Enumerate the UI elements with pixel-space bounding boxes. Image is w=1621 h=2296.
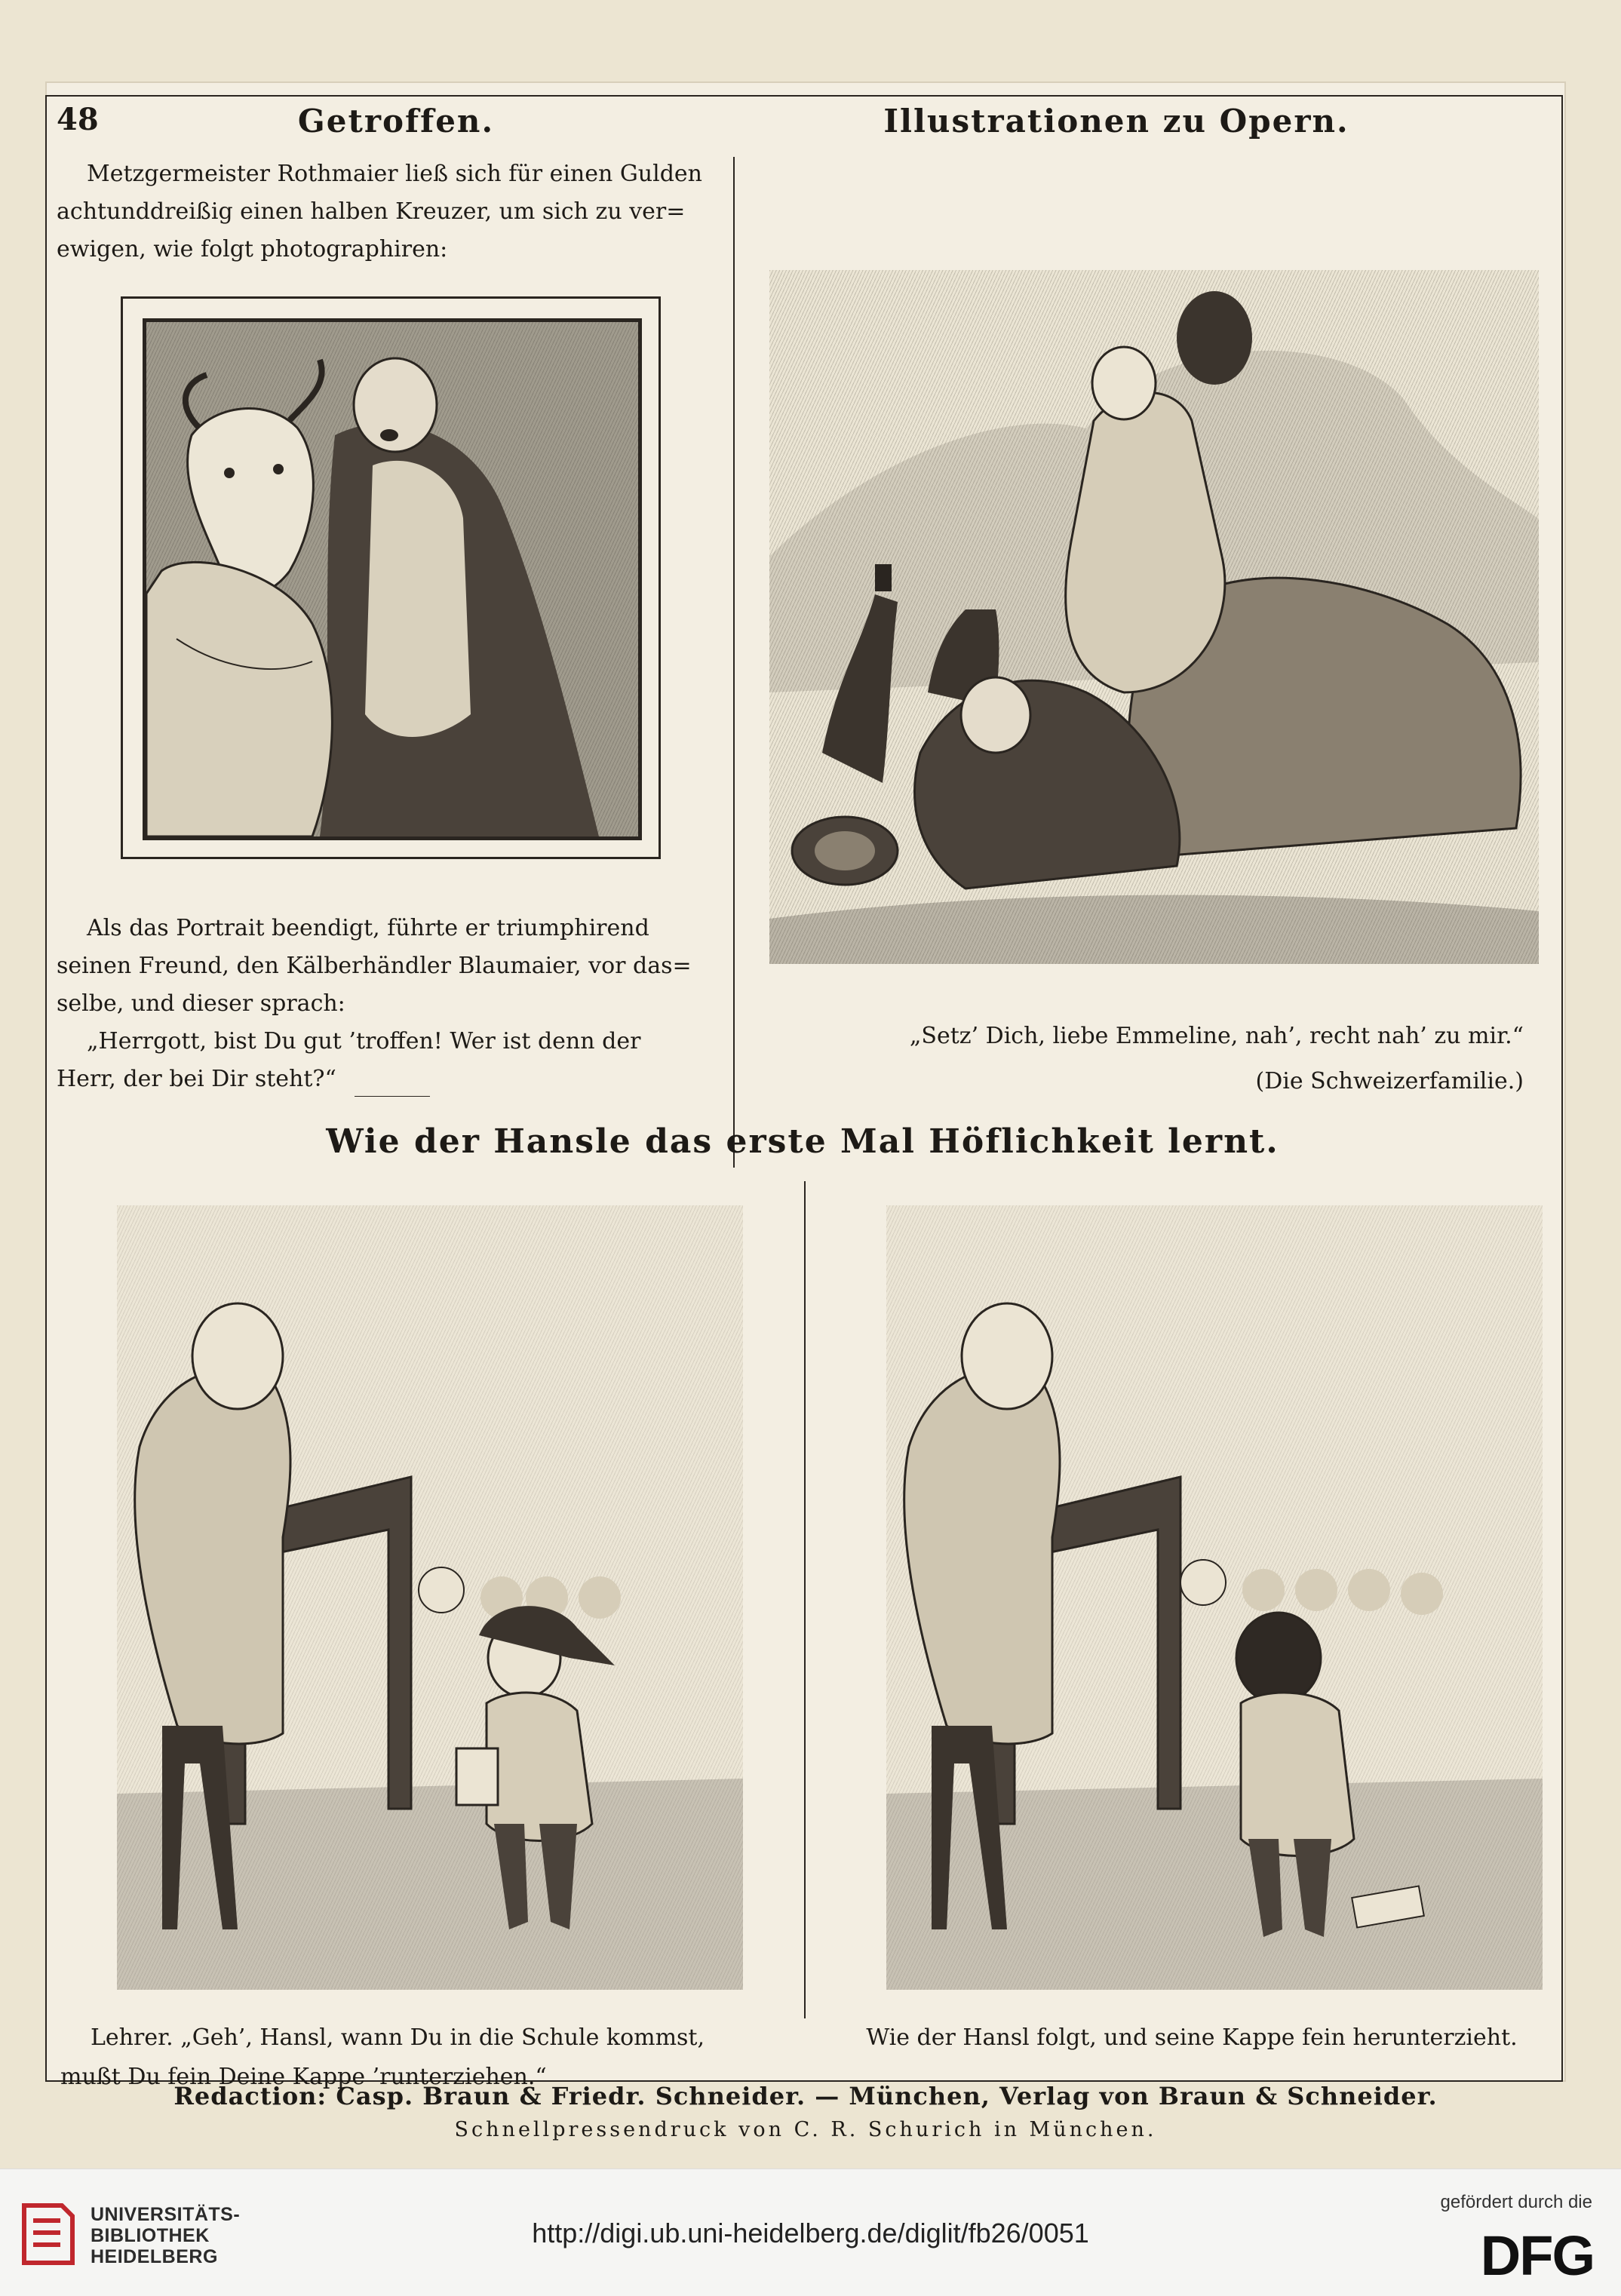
funding-note: gefördert durch die [1440, 2192, 1592, 2212]
opera-caption-quote: „Setz’ Dich, liebe Emmeline, nah’, recht nah’ zu mir.“ [909, 1023, 1524, 1049]
printer-line: Schnellpressendruck von C. R. Schurich in München. [454, 2118, 1157, 2141]
caption-line: Lehrer. „Geh’, Hansl, wann Du in die Schule kommst, [91, 2024, 705, 2051]
newspaper-page [45, 81, 1566, 2141]
hansle-right-caption: Wie der Hansl folgt, und seine Kappe fein herunterzieht. [866, 2024, 1518, 2051]
intro-line: ewigen, wie folgt photographiren: [57, 236, 448, 262]
imprint-line: Redaction: Casp. Braun & Friedr. Schneider. — München, Verlag von Braun & Schneider. [173, 2082, 1438, 2110]
opera-scene [769, 270, 1539, 964]
body-line: „Herrgott, bist Du gut ’troffen! Wer ist denn der [87, 1028, 641, 1054]
intro-line: Metzgermeister Rothmaier ließ sich für einen Gulden [87, 161, 703, 187]
classroom-left [117, 1205, 743, 1990]
opera-illustration-engraving [769, 270, 1539, 964]
document-url-link[interactable]: http://digi.ub.uni-heidelberg.de/diglit/fb26/0051 [532, 2218, 1089, 2248]
portrait-frame [121, 296, 661, 859]
classroom-right [886, 1205, 1543, 1990]
classroom-scene-left-engraving [117, 1205, 743, 1990]
body-line: seinen Freund, den Kälberhändler Blaumaier, vor das= [57, 953, 692, 979]
article-title-getroffen: Getroffen. [297, 103, 495, 140]
body-line: selbe, und dieser sprach: [57, 990, 345, 1017]
library-name-line: UNIVERSITÄTS- [91, 2204, 241, 2225]
body-line: Herr, der bei Dir steht?“ [57, 1066, 336, 1092]
portrait-butcher-and-ox-engraving [143, 318, 642, 840]
classroom-scene-right-engraving [886, 1205, 1543, 1990]
column-divider-top [733, 157, 735, 1168]
article-title-hansle: Wie der Hansle das erste Mal Höflichkeit lernt. [326, 1122, 1279, 1161]
library-name-line: BIBLIOTHEK [91, 2225, 210, 2246]
viewer-footer-bar [0, 2169, 1621, 2296]
body-line: Als das Portrait beendigt, führte er triumphirend [87, 915, 649, 941]
getroffen-body [57, 910, 720, 1098]
opera-caption-source: (Die Schweizerfamilie.) [1255, 1068, 1524, 1094]
article-title-illustrationen: Illustrationen zu Opern. [883, 103, 1349, 140]
dfg-logo[interactable]: DFG [1480, 2224, 1594, 2287]
portrait-illustration [146, 322, 638, 836]
caption-line: mußt Du fein Deine Kappe ’runterziehen.“ [60, 2064, 547, 2090]
column-divider-bottom [804, 1181, 806, 2018]
getroffen-intro [57, 155, 720, 269]
short-separator [355, 1096, 430, 1097]
library-name-line: HEIDELBERG [91, 2246, 218, 2267]
intro-line: achtunddreißig einen halben Kreuzer, um sich zu ver= [57, 198, 686, 225]
page-number: 48 [57, 102, 99, 137]
